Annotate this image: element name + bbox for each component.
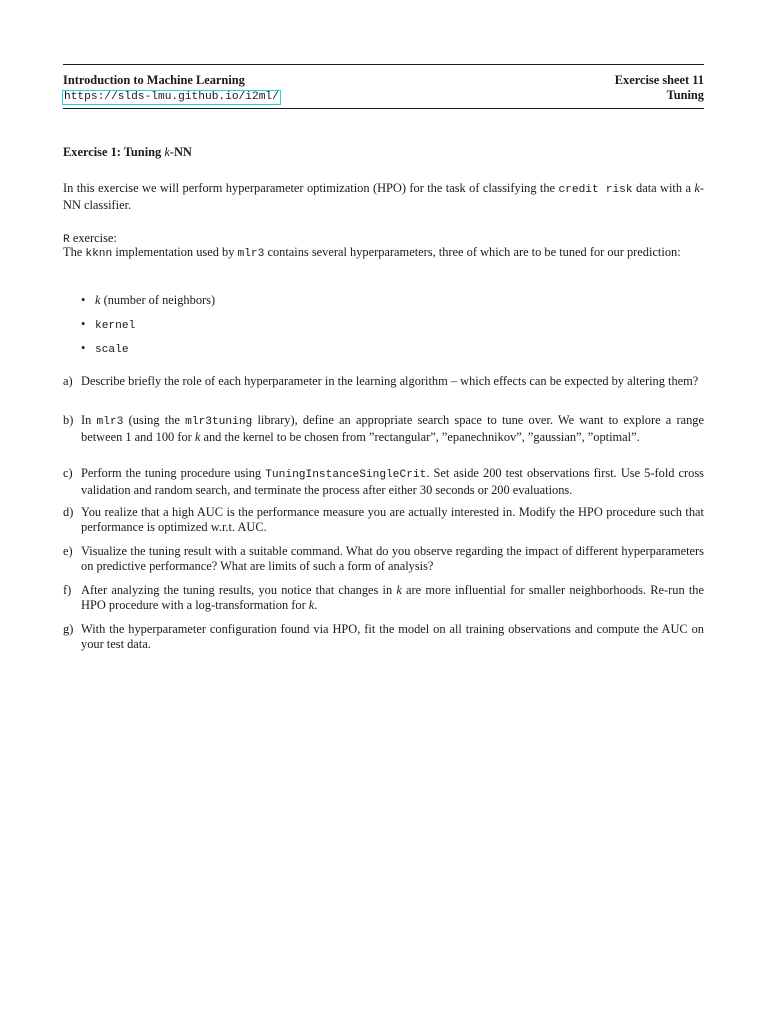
- impl-code-mlr3: mlr3: [237, 248, 265, 260]
- list-item: [63, 293, 215, 317]
- intro-code-credit-risk: credit risk: [558, 184, 633, 196]
- r-label-text: exercise:: [69, 231, 117, 245]
- question-b-label: b): [63, 413, 74, 427]
- impl-text-b: implementation used by: [112, 245, 238, 259]
- question-d: [63, 505, 704, 535]
- question-a-label: a): [63, 374, 73, 388]
- question-e-text: Visualize the tuning result with a suitable command. What do you observe regarding the impact of different hyperparameters on predictive performance? What are limits of such a form of analysis?: [81, 544, 704, 573]
- course-url-wrapper: [62, 88, 281, 105]
- exercise-title-suffix: -NN: [169, 145, 192, 159]
- intro-text-c: -NN classifier.: [63, 181, 704, 212]
- question-b-text-2: (using the: [123, 413, 186, 427]
- question-f-label: f): [63, 583, 72, 597]
- header-bottom-rule: [63, 108, 704, 109]
- intro-paragraph: [63, 181, 704, 213]
- exercise-title-prefix: Exercise 1: Tuning: [63, 145, 165, 159]
- question-g-label: g): [63, 622, 74, 636]
- question-b-text-1: In: [81, 413, 97, 427]
- question-c-code: TuningInstanceSingleCrit: [265, 469, 427, 481]
- list-item: [63, 341, 215, 365]
- implementation-paragraph: [63, 245, 704, 262]
- question-a-text: Describe briefly the role of each hyperparameter in the learning algorithm – which effects can be expected by altering them?: [81, 374, 699, 388]
- question-f: [63, 583, 704, 613]
- impl-code-kknn: kknn: [85, 248, 113, 260]
- question-f-text-3: .: [314, 598, 318, 612]
- question-e-label: e): [63, 544, 73, 558]
- question-e: [63, 544, 704, 574]
- exercise-title: [63, 145, 192, 160]
- question-f-text-1: After analyzing the tuning results, you notice that changes in: [81, 583, 397, 597]
- question-b-text: [81, 413, 704, 445]
- question-b: [63, 413, 704, 445]
- question-b-text-3: library), define an appropriate search space to tune over. We want to explore a range between 1 and 100 for: [81, 413, 704, 444]
- question-g: [63, 622, 704, 652]
- question-b-code-mlr3: mlr3: [96, 416, 124, 428]
- question-c-text-1: Perform the tuning procedure using: [81, 466, 266, 480]
- question-c: [63, 466, 704, 498]
- impl-text-c: contains several hyperparameters, three of which are to be tuned for our prediction:: [264, 245, 681, 259]
- question-f-text-2: are more influential for smaller neighborhoods. Re-run the HPO procedure with a log-transformation for: [81, 583, 704, 612]
- question-b-k: k: [194, 430, 201, 444]
- r-code: R: [63, 234, 70, 246]
- header-top-rule: [63, 64, 704, 65]
- exercise-title-k: k: [164, 145, 170, 159]
- bullet-kernel: kernel: [95, 320, 136, 332]
- question-f-text: [81, 583, 704, 613]
- hyperparameter-list: [63, 293, 215, 365]
- intro-k: k: [694, 181, 700, 195]
- bullet-k-text: (number of neighbors): [100, 293, 216, 307]
- impl-text-a: The: [63, 245, 86, 259]
- question-d-label: d): [63, 505, 74, 519]
- course-url-link[interactable]: https://slds-lmu.github.io/i2ml/: [64, 91, 279, 103]
- question-c-text: [81, 466, 704, 498]
- course-title: Introduction to Machine Learning: [63, 73, 245, 87]
- question-d-text: You realize that a high AUC is the performance measure you are actually interested in. Modify the HPO procedure such that performance is optimized w.r.t. AUC.: [81, 505, 704, 534]
- question-c-text-2: . Set aside 200 test observations first. Use 5-fold cross validation and random search, and terminate the process after either 30 seconds or 200 evaluations.: [81, 466, 705, 497]
- question-b-code-mlr3tuning: mlr3tuning: [185, 416, 253, 428]
- question-f-k1: k: [396, 583, 402, 597]
- sheet-number: Exercise sheet 11: [614, 73, 704, 87]
- question-c-label: c): [63, 466, 73, 480]
- bullet-k: k: [95, 293, 101, 307]
- intro-text-a: In this exercise we will perform hyperparameter optimization (HPO) for the task of classifying the: [63, 181, 559, 195]
- question-f-k2: k: [308, 598, 315, 612]
- intro-text-b: data with a: [632, 181, 695, 195]
- bullet-scale: scale: [95, 344, 129, 356]
- question-b-text-4: and the kernel to be chosen from ”rectangular”, ”epanechnikov”, ”gaussian”, ”optimal”.: [200, 430, 640, 444]
- sheet-topic: Tuning: [666, 88, 704, 102]
- question-g-text: With the hyperparameter configuration found via HPO, fit the model on all training observations and compute the AUC on your test data.: [81, 622, 704, 651]
- list-item: [63, 317, 215, 341]
- question-a: [63, 374, 704, 389]
